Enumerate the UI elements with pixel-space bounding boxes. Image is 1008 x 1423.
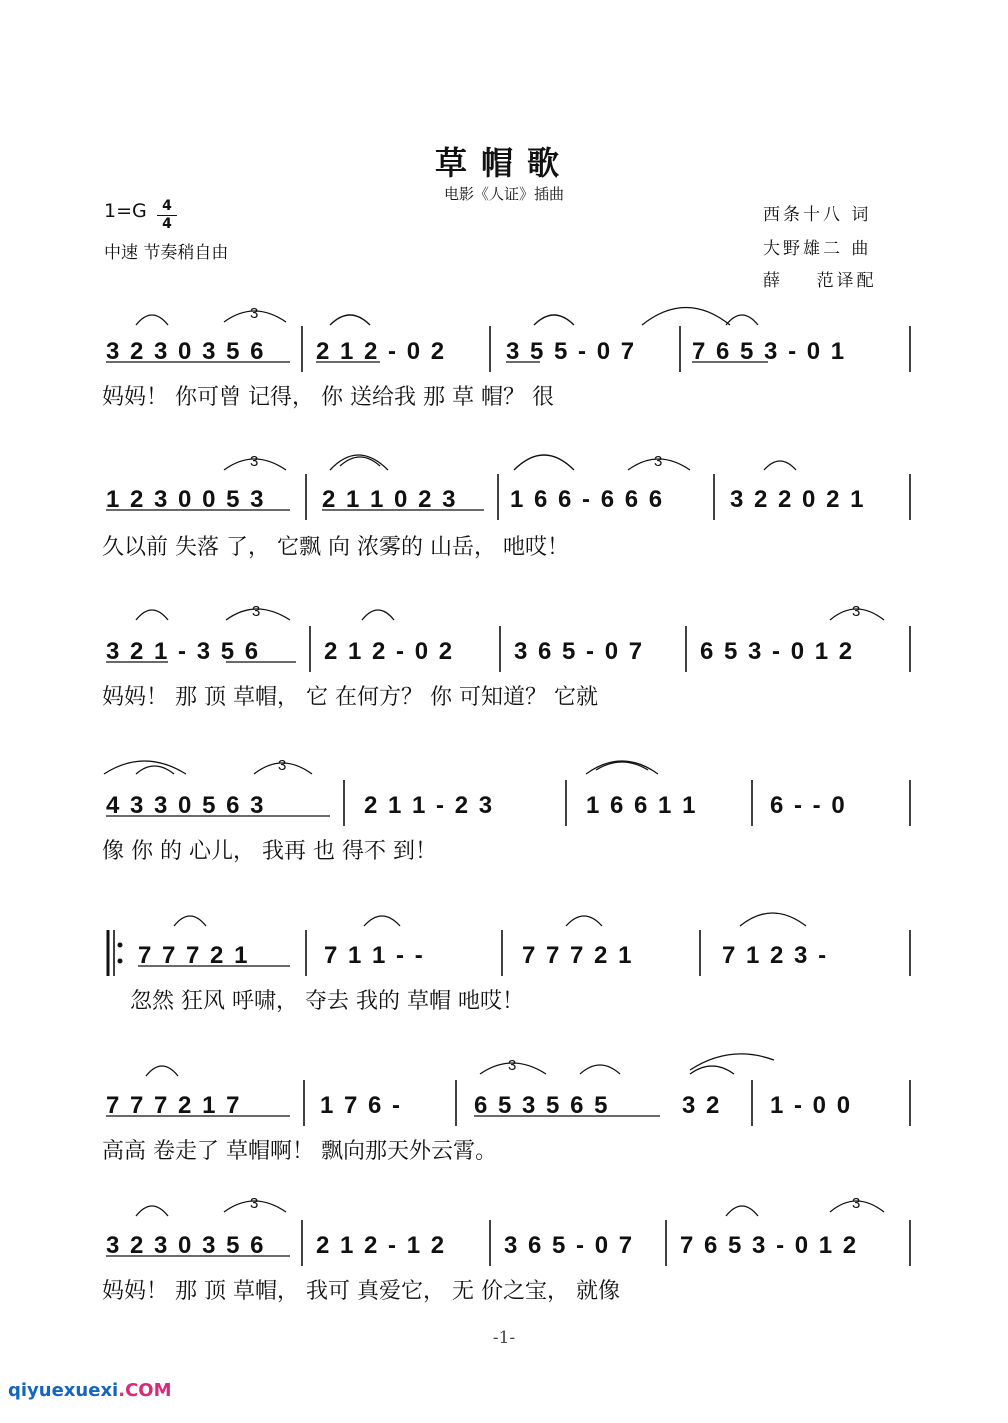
measure: 3 2: [682, 1092, 722, 1119]
measure: 7 7 7 2 1 7: [106, 1092, 242, 1119]
repeat-dot: [118, 943, 123, 948]
lyric-line: 妈妈！ 那 顶 草帽， 我可 真爱它， 无 价之宝， 就像: [102, 1279, 620, 1304]
credit-name: 薛 范: [763, 271, 837, 291]
slur: [136, 610, 168, 620]
measure: 3 5 5 - 0 7: [506, 338, 637, 365]
measure: 1 6 6 1 1: [586, 792, 698, 819]
tempo-marking: 中速 节奏稍自由: [104, 243, 229, 263]
repeat-dots: [118, 943, 123, 964]
credit-name: 大野雄二: [763, 239, 843, 259]
measure: 2 1 1 - 2 3: [364, 792, 495, 819]
measure: 3 2 1 - 3 5 6: [106, 638, 261, 665]
slur: [690, 1066, 734, 1074]
measure: 3 6 5 - 0 7: [504, 1232, 635, 1259]
triplet-number: 3: [250, 453, 259, 470]
measure: 6 5 3 5 6 5: [474, 1092, 610, 1119]
slur: [586, 761, 658, 774]
slur: [174, 916, 206, 926]
measure: 2 1 2 - 0 2: [324, 638, 455, 665]
measure: 7 1 2 3 -: [722, 942, 829, 969]
measure: 1 2 3 0 0 5 3: [106, 486, 266, 513]
measure: 1 - 0 0: [770, 1092, 853, 1119]
triplet-number: 3: [508, 1057, 517, 1074]
page-number: -1-: [492, 1328, 516, 1348]
meter-bottom: 4: [162, 216, 172, 232]
watermark-part1: qiyuexuexi: [8, 1380, 119, 1401]
lyric-line: 久以前 失落 了， 它飘 向 浓雾的 山岳， 吔哎！: [102, 535, 569, 560]
measure: 3 2 2 0 2 1: [730, 486, 866, 513]
slur: [330, 315, 370, 325]
measure: 2 1 2 - 1 2: [316, 1232, 447, 1259]
slur: [136, 315, 168, 325]
measure: 3 2 3 0 3 5 6: [106, 1232, 266, 1259]
slur: [514, 455, 574, 470]
triplet-numbers: [250, 305, 860, 1212]
slur: [136, 1206, 168, 1216]
measure: 7 6 5 3 - 0 1 2: [680, 1232, 859, 1259]
lyric-line: 像 你 的 心儿， 我再 也 得不 到！: [102, 839, 437, 864]
lyric-line: 高高 卷走了 草帽啊！ 飘向那天外云霄。: [102, 1139, 497, 1164]
measure: 1 7 6 -: [320, 1092, 403, 1119]
credit-role: 译配: [836, 271, 877, 291]
slur: [534, 315, 574, 325]
slur: [362, 610, 394, 620]
measure: 2 1 2 - 0 2: [316, 338, 447, 365]
slur: [146, 1066, 178, 1076]
song-subtitle: 电影《人证》插曲: [443, 185, 564, 203]
slur: [364, 916, 400, 926]
lyric-line: 忽然 狂风 呼啸， 夺去 我的 草帽 吔哎！: [130, 989, 524, 1014]
measure: 7 7 7 2 1: [522, 942, 634, 969]
measure: 7 7 7 2 1: [138, 942, 250, 969]
lyric-line: 妈妈！ 你可曾 记得， 你 送给我 那 草 帽？ 很: [102, 385, 554, 410]
measure: 7 1 1 - -: [324, 942, 425, 969]
triplet-number: 3: [252, 603, 261, 620]
slur: [642, 308, 730, 326]
slur: [764, 461, 796, 470]
measure: 3 6 5 - 0 7: [514, 638, 645, 665]
meter-top: 4: [157, 198, 177, 216]
site-watermark: [8, 1380, 172, 1401]
measure: 6 - - 0: [770, 792, 847, 819]
watermark-part2: .COM: [118, 1380, 172, 1401]
triplet-number: 3: [852, 603, 861, 620]
lyric-line: 妈妈！ 那 顶 草帽， 它 在何方？ 你 可知道？ 它就: [102, 685, 598, 710]
triplet-number: 3: [852, 1195, 861, 1212]
measure: 3 2 3 0 3 5 6: [106, 338, 266, 365]
triplet-number: 3: [278, 757, 287, 774]
repeat-dot: [118, 959, 123, 964]
slur: [136, 766, 174, 774]
slur: [726, 1206, 758, 1216]
underlines: [106, 362, 768, 1256]
slur: [740, 913, 806, 926]
slurs: [104, 308, 884, 1217]
measure: 6 5 3 - 0 1 2: [700, 638, 855, 665]
triplet-number: 3: [250, 1195, 259, 1212]
slur: [726, 315, 758, 325]
credit-name: 西条十八: [763, 205, 843, 225]
measure: 4 3 3 0 5 6 3: [106, 792, 266, 819]
measure: 7 6 5 3 - 0 1: [692, 338, 847, 365]
measure: 2 1 1 0 2 3: [322, 486, 458, 513]
triplet-number: 3: [250, 305, 259, 322]
triplet-number: 3: [654, 453, 663, 470]
slur: [596, 762, 648, 770]
slur: [566, 916, 602, 926]
slur: [580, 1065, 620, 1074]
song-title: 草帽歌: [434, 144, 573, 182]
measure: 1 6 6 - 6 6 6: [510, 486, 665, 513]
credit-role: 词: [851, 205, 872, 225]
credit-role: 曲: [851, 239, 872, 259]
key-signature: 1=G: [104, 200, 147, 222]
